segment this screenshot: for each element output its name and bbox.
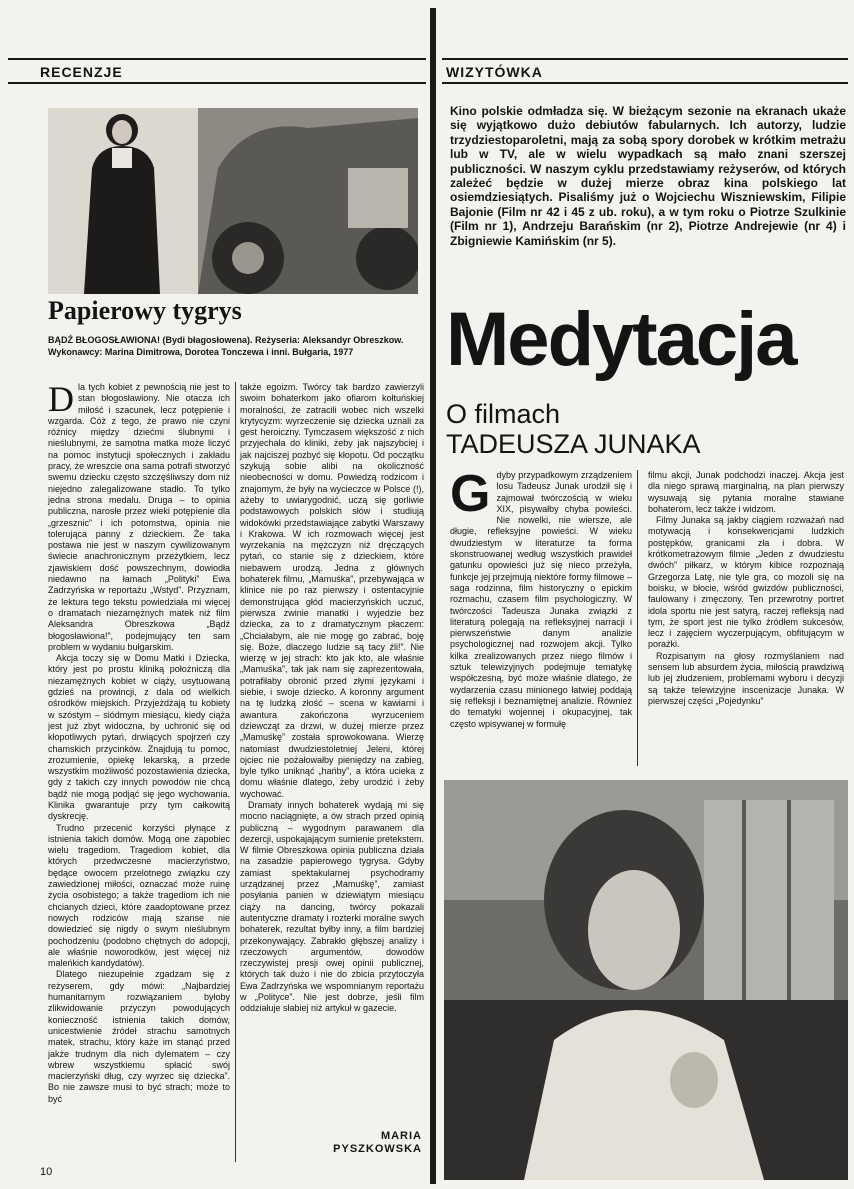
review-column-2 (240, 382, 424, 1122)
author-last-name: PYSZKOWSKA (333, 1143, 422, 1155)
right-top-rule (442, 58, 848, 60)
review-author (300, 1130, 422, 1156)
review-paragraph: także egoizm. Twórcy tak bardzo zawierzyli swoim bohaterkom jako ofiarom kołtuńskiej moralności, że zatracili wobec nich wszelki krytycyzm: wyrzeczenie się dziecka uznali za gest heroiczny. Tymczasem większość z nich przyjechała do kliniki, żeby jak najszybciej i jak najciszej pozbyć się kłopotu. Od początku szykują sobie alibi na okoliczność nieobecności w domu. Powiedzą rodzicom i znajomym, że były na wycieczce w Polsce (!), ażeby to uwiarygodnić, uczą się gorliwie podstawowych polskich słów i studiują widokówki przedstawiające zabytki Warszawy i Krakowa. W ich rozmowach więcej jest wyrzekania na mężczyzn niż dręczących pytań, co stanie się z dzieckiem, które niebawem urodzą. Jedna z głównych bohaterek filmu, „Mamuśka”, przebywająca w klinice nie po raz pierwszy i ostentacyjnie demonstrująca głód macierzyńskich uczuć, pierwsza zwinie manatki i wyjedzie bez dziecka, za to z dramatycznym płaczem: „Chciałabym, ale nie mogę go zabrać, boję się. Boże, dlaczego ludzie są tacy źli!”. Nie wierzę w jej strach: kto jak kto, ale właśnie „Mamuśka”, tak jak nam się zaprezentowała, potrafiłaby obronić przed złymi językami i siebie, i swoje dziecko. A koronny argument na tę ludzką złość – scena w kawiarni i awantura zakończona wyrzuceniem dziewcząt za drzwi, w dużej mierze przez „Mamuśkę” została sprowokowana. Wierzę natomiast dwudziestoletniej Jeleni, której ojciec nie pożałowałby pieniędzy na zabieg, byle tylko uniknąć „hańby”, a która ucieka z domu właśnie dlatego, żeby urodzić i żeby wychować. (240, 382, 424, 799)
left-bottom-rule (8, 82, 426, 84)
review-paragraph: la tych kobiet z pewnością nie jest to stan błogosławiony. Nie otacza ich miłość i szacunek, lecz potępienie i wzgarda. Cóż z tego, że prawo nie czyni różnicy między dziećmi ślubnymi i nieślubnymi, że samotna matka może liczyć na pomoc instytucji społecznych i zakładu pracy, że wreszcie ona sama potrafi stworzyć swemu dziecku często szczęśliwszy dom niż niejedno zalegalizowane stadło. To tylko jedna strona medalu. Druga – to opinia publiczna, narosłe przez wieki potępienie dla „grzesznic” i ich potomstwa, opinia nie tolerująca panny z dzieckiem. Że taka postawa nie jest w naszym cywilizowanym świecie anachronicznym przeżytkiem, lecz zjawiskiem dość powszechnym, dowiodła niedawno na łamach „Polityki” Ewa Zadrzyńska w reportażu „Wstyd”. Przyznam, że lektura tego tekstu powiedziała mi więcej o dramatach niezamężnych matek niż film Aleksandra Obreszkowa „Bądź błogosławiona!”, podejmujący ten sam problem w wydaniu bułgarskim. (48, 382, 230, 652)
article-column-1 (450, 465, 632, 780)
article-paragraph: Rozpisanym na głosy rozmyślaniem nad sensem lub absurdem życia, miłością prawdziwą lub jej złudzeniem, problemami wyboru i decyzji są także telewizyjne inscenizacje Junaka. W pierwszej części „Pojedynku” (648, 650, 844, 706)
author-first-name: MARIA (380, 1130, 422, 1142)
drop-cap: G (450, 465, 491, 523)
review-paragraph: Akcja toczy się w Domu Matki i Dziecka, który jest po prostu kliniką położniczą dla niezamężnych kobiet w ciąży, usytuowaną gdzieś na prowincji, z dala od wielkich ośrodków miejskich. Przyjeżdżają tu kobiety w szóstym – siódmym miesiącu, kiedy ciąża jest już zbyt widoczna, by uchronić się od kłopotliwych pytań, drwiących spojrzeń czy chamskich przycinków. Znajdują tu pomoc, zrozumienie, opiekę lekarską, a przede wszystkim możliwość pozostawienia dziecka, gdy z takich czy innych powodów nie chcą bądź nie mogą podjąć się jego wychowania. Klinika gwarantuje przy tym całkowitą dyskrecję. (48, 653, 230, 822)
center-divider (430, 8, 436, 1184)
portrait-photo (444, 780, 848, 1180)
review-column-1 (48, 379, 230, 1142)
right-bottom-rule (442, 82, 848, 84)
article-column-2 (648, 470, 844, 770)
film-credits: BĄDŹ BŁOGOSŁAWIONA! (Bydi błagosłowena). Reżyseria: Aleksandyr Obreszkow. Wykonawcy: Marina Dimitrowa, Dorotea Tonczewa i inni. Bułgaria, 1977 (48, 335, 404, 357)
column-rule (637, 470, 638, 766)
article-subtitle-line1: O filmach (446, 399, 561, 429)
drop-cap: D (48, 379, 74, 419)
review-title: Papierowy tygrys (48, 296, 242, 325)
review-paragraph: Dlatego niezupełnie zgadzam się z reżyserem, gdy mówi: „Najbardziej humanitarnym rozwiązaniem byłoby zlikwidowanie przyczyn powodujących konieczność istnienia takich domów, unicestwienie źródeł strachu samotnych matek, strachu, który każe im stanąć przed jakże trudnym dla nich dylematem – czy wbrew wszystkiemu spłacić swój macierzyński dług, czy wyrzec się dziecka”. Bo nie zawsze musi to być strach; może to być (48, 969, 230, 1104)
film-still-photo (48, 108, 418, 294)
column-rule (235, 382, 236, 1162)
film-still-illustration (48, 108, 418, 294)
portrait-illustration (444, 780, 848, 1180)
left-top-rule (8, 58, 426, 60)
page-number: 10 (40, 1166, 53, 1178)
article-paragraph: dyby przypadkowym zrządzeniem losu Tadeusz Junak urodził się i zajmował twórczością w wieku XIX, pisywałby chyba powieści. Nie nowelki, nie wiersze, ale długie, refleksyjne powieści. W wieku dwudziestym w literaturze ta forma skonstruowanej według wszystkich prawideł gatunku opowieści już się nieco przeżyła, funkcje jej przejmują niektóre formy filmowe – saga rodzinna, film historyczny o epickim rozmachu, czasem film psychologiczny. W twórczości Tadeusza Junaka związki z literaturą polegają na refleksyjnej narracji i pierwszeństwie danym analizie psychologicznej nad rozwojem akcji. Tylko kilka zrealizowanych przez niego filmów i sztuk telewizyjnych podejmuje tematykę współczesną, być może właśnie dlatego, że wydarzenia czasu minionego łatwiej poddają się refleksji i beznamiętnej analizie. Również do tematyki wojennej i okupacyjnej, tak często wpisywanej w formułę (450, 470, 632, 729)
review-paragraph: Trudno przecenić korzyści płynące z istnienia takich domów. Mogą one zapobiec wielu tragediom. Tragediom kobiet, dla których przedwczesne macierzyństwo, będące owocem przelotnego związku czy zawiedzionej miłości, oznaczać może ruinę życia osobistego; a także tragediom ich nie chcianych dzieci, które zaadoptowane przez nowych rodziców mają szanse nie dowiedzieć się nigdy o swym nieślubnym pochodzeniu (podobno chętnych do adopcji, ale właśnie noworodków, jest więcej niż maleńkich kandydatów). (48, 822, 230, 969)
article-headline: Medytacja (446, 297, 796, 382)
section-label-wizytowka: WIZYTÓWKA (446, 64, 543, 80)
review-paragraph: Dramaty innych bohaterek wydają mi się mocno naciągnięte, a ów strach przed opinią publiczną – wygodnym parawanem dla dezercji, uspokajającym sumienie pretekstem. W filmie Obreszkowa opinia publiczna działa na zasadzie papierowego tygrysa. Gdyby zamiast spektakularnej psychodramy urządzanej przez „Mamuśkę”, zamiast posyłania panien w dziewiątym miesiącu ciąży na dancing, twórcy pokazali autentyczne dramaty i rozterki moralne swych bohaterek, rezultat byłby inny, a film bardziej przekonywający. Zabrakło głębszej analizy i rzeczowych argumentów, dowodów rzeczywistej presji owej opinii publicznej, których tak dużo i nie do zbicia przytoczyła Ewa Zadrzyńska we wspomnianym reportażu w „Polityce”. Nie jest dobrze, jeśli film oddziałuje słabiej niż artykuł w gazecie. (240, 799, 424, 1014)
article-paragraph: filmu akcji, Junak podchodzi inaczej. Akcja jest dla niego sprawą marginalną, na plan pierwszy wysuwają się pytania moralne stawiane bohaterom, lecz także i widzom. (648, 470, 844, 514)
series-intro: Kino polskie odmładza się. W bieżącym sezonie na ekranach ukaże się wyjątkowo dużo debiutów fabularnych. Ich autorzy, ludzie trzydziestoparoletni, mają za sobą spory dorobek w krótkim metrażu lub w TV, ale w wielu wypadkach są mało znani szerszej publiczności. W naszym cyklu przedstawiamy reżyserów, od których zależeć będzie w dużej mierze obraz kina polskiego lat osiemdziesiątych. Pisaliśmy już o Wojciechu Wiszniewskim, Filipie Bajonie (Film nr 42 i 45 z ub. roku), a w tym roku o Piotrze Szulkinie (Film nr 1), Andrzeju Barańskim (nr 2), Piotrze Andrejewie (nr 4) i Zbigniewie Kamińskim (nr 5). (450, 104, 846, 248)
section-label-recenzje: RECENZJE (40, 64, 123, 80)
article-paragraph: Filmy Junaka są jakby ciągiem rozważań nad motywacją i konsekwencjami ludzkich postępków, granicami zła i dobra. W krótkometrażowym filmie „Jeden z dwudziestu dwóch” piłkarz, w którym kibice rozpoznają Grzegorza Latę, nie tyle gra, co mozoli się na boisku, w błocie, wśród gwizdów publiczności, faulowany i zmęczony. Ten przewrotny portret idola sportu nie jest satyrą, raczej refleksją nad tym, że sport jest nie tylko źródłem sukcesów, lecz i zajęciem wyczerpującym, obfitującym w porażki. (648, 515, 844, 650)
article-subtitle-line2: TADEUSZA JUNAKA (446, 429, 701, 459)
